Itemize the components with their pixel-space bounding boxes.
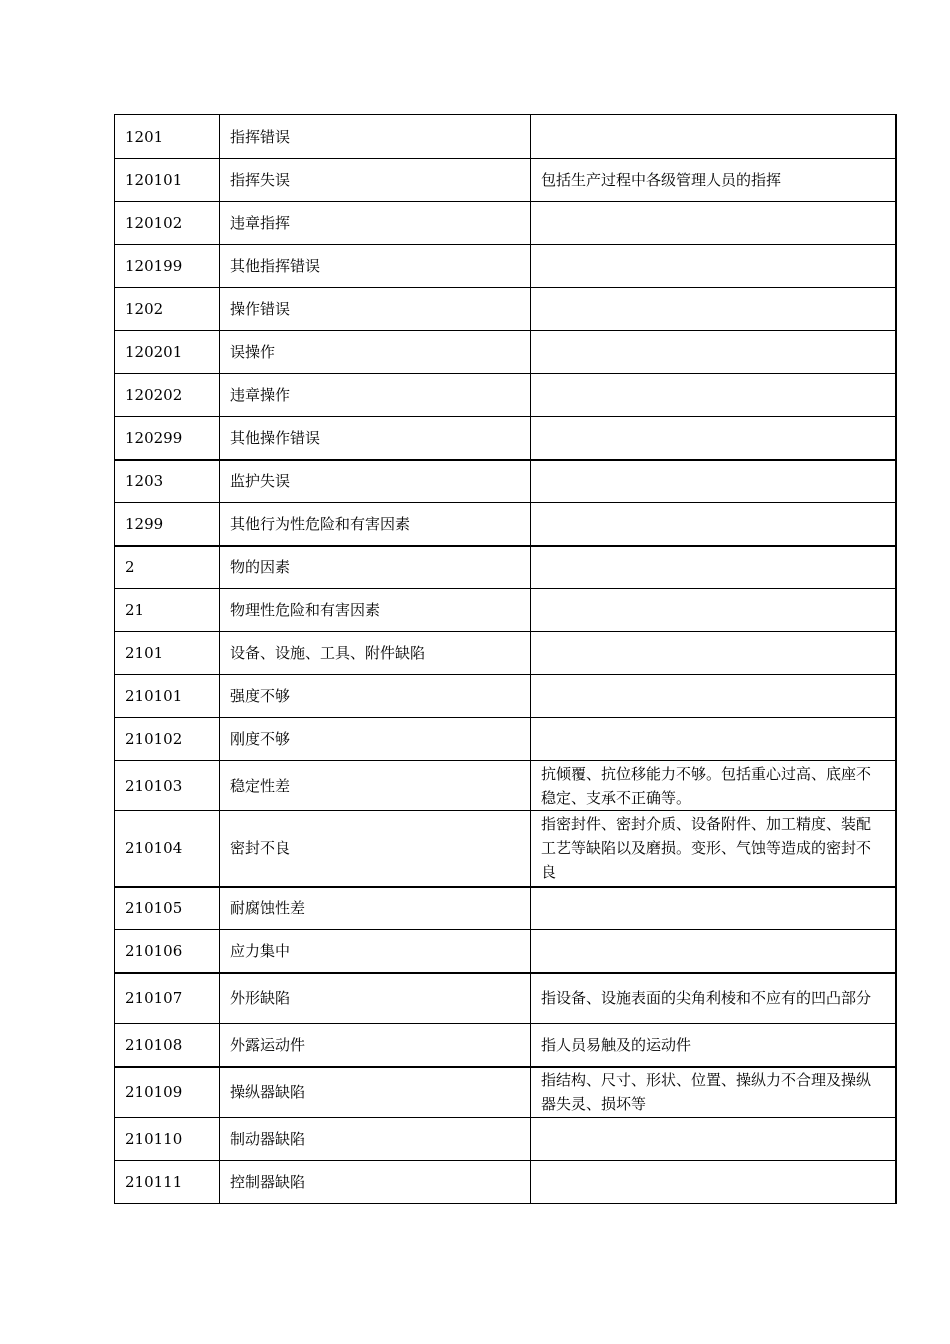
note-cell bbox=[531, 115, 897, 159]
note-cell bbox=[531, 374, 897, 417]
table-row bbox=[115, 115, 897, 159]
code-cell: 120199 bbox=[115, 245, 220, 288]
table-row bbox=[115, 761, 897, 811]
note-cell bbox=[531, 460, 897, 503]
hazard-classification-table bbox=[114, 114, 897, 1204]
name-cell: 违章指挥 bbox=[220, 202, 531, 245]
code-cell: 1202 bbox=[115, 288, 220, 331]
name-cell: 刚度不够 bbox=[220, 718, 531, 761]
table-row bbox=[115, 811, 897, 887]
table-row bbox=[115, 675, 897, 718]
note-cell: 抗倾覆、抗位移能力不够。包括重心过高、底座不稳定、支承不正确等。 bbox=[531, 761, 897, 811]
code-cell: 210107 bbox=[115, 973, 220, 1024]
table-row bbox=[115, 887, 897, 930]
table-row bbox=[115, 202, 897, 245]
name-cell: 其他行为性危险和有害因素 bbox=[220, 503, 531, 546]
table-row bbox=[115, 374, 897, 417]
code-cell: 210111 bbox=[115, 1161, 220, 1204]
table-row bbox=[115, 245, 897, 288]
name-cell: 操作错误 bbox=[220, 288, 531, 331]
note-cell bbox=[531, 288, 897, 331]
note-cell bbox=[531, 202, 897, 245]
code-cell: 2 bbox=[115, 546, 220, 589]
note-cell bbox=[531, 632, 897, 675]
name-cell: 违章操作 bbox=[220, 374, 531, 417]
name-cell: 外形缺陷 bbox=[220, 973, 531, 1024]
note-cell bbox=[531, 718, 897, 761]
code-cell: 1201 bbox=[115, 115, 220, 159]
note-cell: 包括生产过程中各级管理人员的指挥 bbox=[531, 159, 897, 202]
name-cell: 指挥失误 bbox=[220, 159, 531, 202]
name-cell: 密封不良 bbox=[220, 811, 531, 887]
note-cell bbox=[531, 331, 897, 374]
code-cell: 120201 bbox=[115, 331, 220, 374]
name-cell: 外露运动件 bbox=[220, 1024, 531, 1067]
name-cell: 制动器缺陷 bbox=[220, 1118, 531, 1161]
code-cell: 1299 bbox=[115, 503, 220, 546]
code-cell: 210101 bbox=[115, 675, 220, 718]
note-cell: 指设备、设施表面的尖角利棱和不应有的凹凸部分 bbox=[531, 973, 897, 1024]
note-cell bbox=[531, 503, 897, 546]
table-row bbox=[115, 718, 897, 761]
name-cell: 其他操作错误 bbox=[220, 417, 531, 460]
table-row bbox=[115, 331, 897, 374]
table-row bbox=[115, 589, 897, 632]
table-row bbox=[115, 417, 897, 460]
name-cell: 设备、设施、工具、附件缺陷 bbox=[220, 632, 531, 675]
code-cell: 210103 bbox=[115, 761, 220, 811]
code-cell: 210108 bbox=[115, 1024, 220, 1067]
name-cell: 误操作 bbox=[220, 331, 531, 374]
note-cell bbox=[531, 1118, 897, 1161]
name-cell: 其他指挥错误 bbox=[220, 245, 531, 288]
table-row bbox=[115, 973, 897, 1024]
table-row bbox=[115, 1067, 897, 1118]
note-cell bbox=[531, 589, 897, 632]
table-row bbox=[115, 546, 897, 589]
note-cell bbox=[531, 417, 897, 460]
name-cell: 控制器缺陷 bbox=[220, 1161, 531, 1204]
code-cell: 210110 bbox=[115, 1118, 220, 1161]
note-cell bbox=[531, 675, 897, 718]
name-cell: 操纵器缺陷 bbox=[220, 1067, 531, 1118]
code-cell: 21 bbox=[115, 589, 220, 632]
name-cell: 物理性危险和有害因素 bbox=[220, 589, 531, 632]
table-row bbox=[115, 159, 897, 202]
code-cell: 120101 bbox=[115, 159, 220, 202]
note-cell bbox=[531, 546, 897, 589]
table-row bbox=[115, 288, 897, 331]
note-cell bbox=[531, 1161, 897, 1204]
name-cell: 指挥错误 bbox=[220, 115, 531, 159]
table-row bbox=[115, 503, 897, 546]
code-cell: 120299 bbox=[115, 417, 220, 460]
note-cell: 指人员易触及的运动件 bbox=[531, 1024, 897, 1067]
table-row bbox=[115, 1161, 897, 1204]
name-cell: 应力集中 bbox=[220, 930, 531, 973]
table-row bbox=[115, 460, 897, 503]
code-cell: 120102 bbox=[115, 202, 220, 245]
table-row bbox=[115, 1118, 897, 1161]
code-cell: 1203 bbox=[115, 460, 220, 503]
code-cell: 210104 bbox=[115, 811, 220, 887]
code-cell: 210109 bbox=[115, 1067, 220, 1118]
note-cell: 指密封件、密封介质、设备附件、加工精度、装配工艺等缺陷以及磨损。变形、气蚀等造成的密封不良 bbox=[531, 811, 897, 887]
note-cell: 指结构、尺寸、形状、位置、操纵力不合理及操纵器失灵、损坏等 bbox=[531, 1067, 897, 1118]
note-cell bbox=[531, 245, 897, 288]
table-row bbox=[115, 930, 897, 973]
code-cell: 210105 bbox=[115, 887, 220, 930]
note-cell bbox=[531, 887, 897, 930]
code-cell: 210106 bbox=[115, 930, 220, 973]
name-cell: 物的因素 bbox=[220, 546, 531, 589]
name-cell: 稳定性差 bbox=[220, 761, 531, 811]
code-cell: 210102 bbox=[115, 718, 220, 761]
name-cell: 耐腐蚀性差 bbox=[220, 887, 531, 930]
code-cell: 2101 bbox=[115, 632, 220, 675]
table-row bbox=[115, 632, 897, 675]
note-cell bbox=[531, 930, 897, 973]
name-cell: 强度不够 bbox=[220, 675, 531, 718]
table-row bbox=[115, 1024, 897, 1067]
code-cell: 120202 bbox=[115, 374, 220, 417]
name-cell: 监护失误 bbox=[220, 460, 531, 503]
